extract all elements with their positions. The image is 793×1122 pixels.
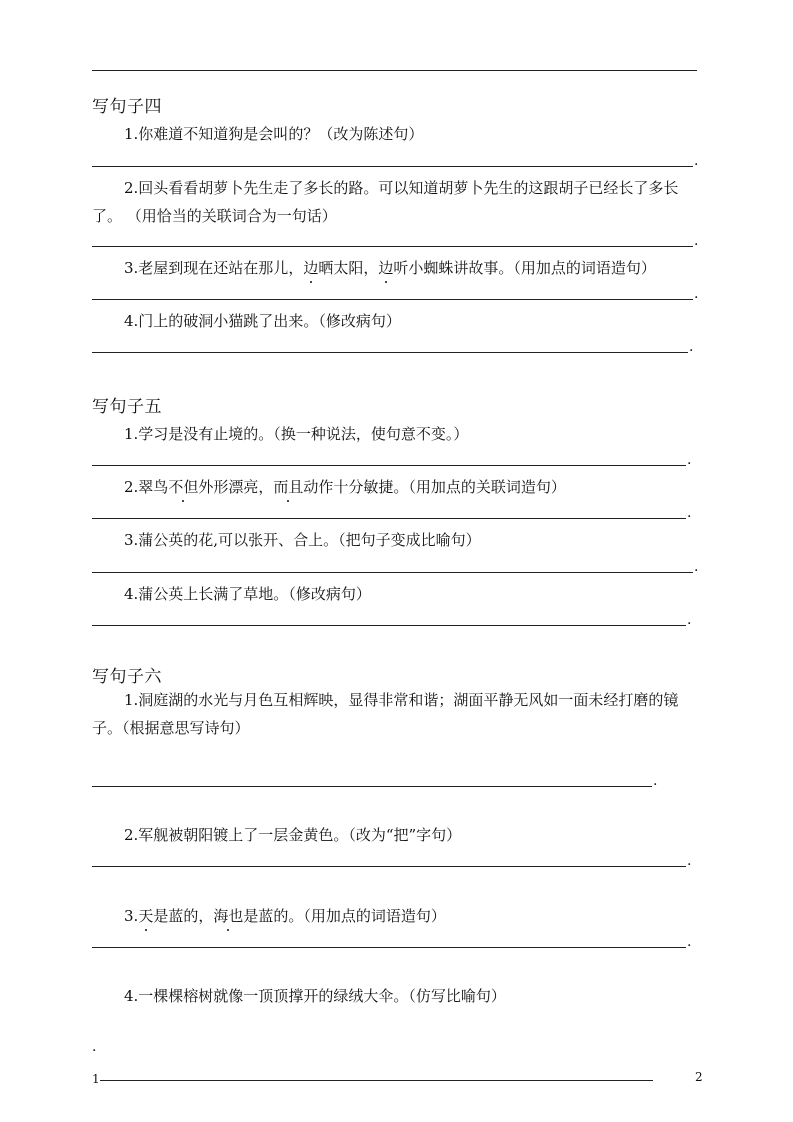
section-heading-4: 写句子四 xyxy=(92,97,162,117)
answer-end-mark: . xyxy=(694,286,699,302)
emphasized-word: 不但 xyxy=(168,478,199,496)
answer-end-mark: . xyxy=(694,153,699,169)
question-5-3: 3.蒲公英的花,可以张开、合上。（把句子变成比喻句） xyxy=(124,531,481,549)
question-5-1: 1.学习是没有止境的。（换一种说法，使句意不变。） xyxy=(124,425,469,443)
answer-line-5-2 xyxy=(92,518,686,519)
emphasized-word: 海也 xyxy=(213,907,244,925)
emphasized-word: 边 xyxy=(303,259,319,277)
question-text: 3.老屋到现在还站在那儿， xyxy=(124,259,304,277)
answer-end-mark: . xyxy=(694,233,699,249)
question-text: 听小蜘蛛讲故事。（用加点的词语造句） xyxy=(393,259,656,277)
question-text: 是蓝的， xyxy=(153,907,214,925)
question-6-2: 2.军舰被朝阳镀上了一层金黄色。（改为“把”字句） xyxy=(124,826,462,844)
answer-end-mark: . xyxy=(92,1039,97,1055)
answer-line-4-2 xyxy=(92,246,693,247)
answer-end-mark: . xyxy=(687,505,692,521)
question-text: 是蓝的。（用加点的词语造句） xyxy=(243,907,446,925)
question-text: 动作十分敏捷。（用加点的关联词造句） xyxy=(303,478,566,496)
answer-line-6-4 xyxy=(100,1080,653,1081)
question-text: 晒太阳， xyxy=(318,259,379,277)
section-heading-6: 写句子六 xyxy=(92,667,162,687)
question-4-4: 4.门上的破洞小猫跳了出来。（修改病句） xyxy=(124,312,401,330)
answer-end-mark: . xyxy=(687,452,692,468)
page-number: 2 xyxy=(695,1070,703,1084)
question-6-3 xyxy=(124,906,446,926)
answer-line-6-3 xyxy=(92,947,686,948)
answer-line-5-4 xyxy=(92,625,686,626)
question-4-2: 2.回头看看胡萝卜先生走了多长的路。可以知道胡萝卜先生的这跟胡子已经长了多长了。 （用恰当的关联词合为一句话） xyxy=(92,179,679,225)
answer-end-mark: . xyxy=(689,339,694,355)
answer-end-mark: . xyxy=(653,773,658,789)
question-6-1: 1.洞庭湖的水光与月色互相辉映，显得非常和谐；湖面平静无风如一面未经打磨的镜子。（根据意思写诗句） xyxy=(92,691,679,737)
answer-end-mark: . xyxy=(694,559,699,575)
answer-line-5-1 xyxy=(92,465,686,466)
question-text: 2.翠鸟 xyxy=(124,478,169,496)
question-text: 3. xyxy=(124,907,139,925)
answer-end-mark: . xyxy=(687,853,692,869)
answer-line-4-4 xyxy=(92,352,688,353)
answer-line-6-1 xyxy=(92,786,652,787)
emphasized-word: 天 xyxy=(138,907,154,925)
emphasized-word: 而且 xyxy=(273,478,304,496)
question-text: 外形漂亮， xyxy=(198,478,274,496)
answer-line-5-3 xyxy=(92,572,693,573)
question-4-3 xyxy=(124,258,656,278)
footer-mark: 1 xyxy=(92,1072,100,1086)
question-5-4: 4.蒲公英上长满了草地。（修改病句） xyxy=(124,585,371,603)
question-6-4: 4.一棵棵榕树就像一顶顶撑开的绿绒大伞。（仿写比喻句） xyxy=(124,987,506,1005)
question-4-1: 1.你难道不知道狗是会叫的？（改为陈述句） xyxy=(124,125,424,143)
top-rule xyxy=(92,70,697,71)
answer-end-mark: . xyxy=(687,934,692,950)
answer-line-4-1 xyxy=(92,166,693,167)
answer-line-4-3 xyxy=(92,299,693,300)
answer-end-mark: . xyxy=(687,612,692,628)
answer-line-6-2 xyxy=(92,866,686,867)
question-5-2 xyxy=(124,477,566,497)
emphasized-word: 边 xyxy=(378,259,394,277)
section-heading-5: 写句子五 xyxy=(92,397,162,417)
